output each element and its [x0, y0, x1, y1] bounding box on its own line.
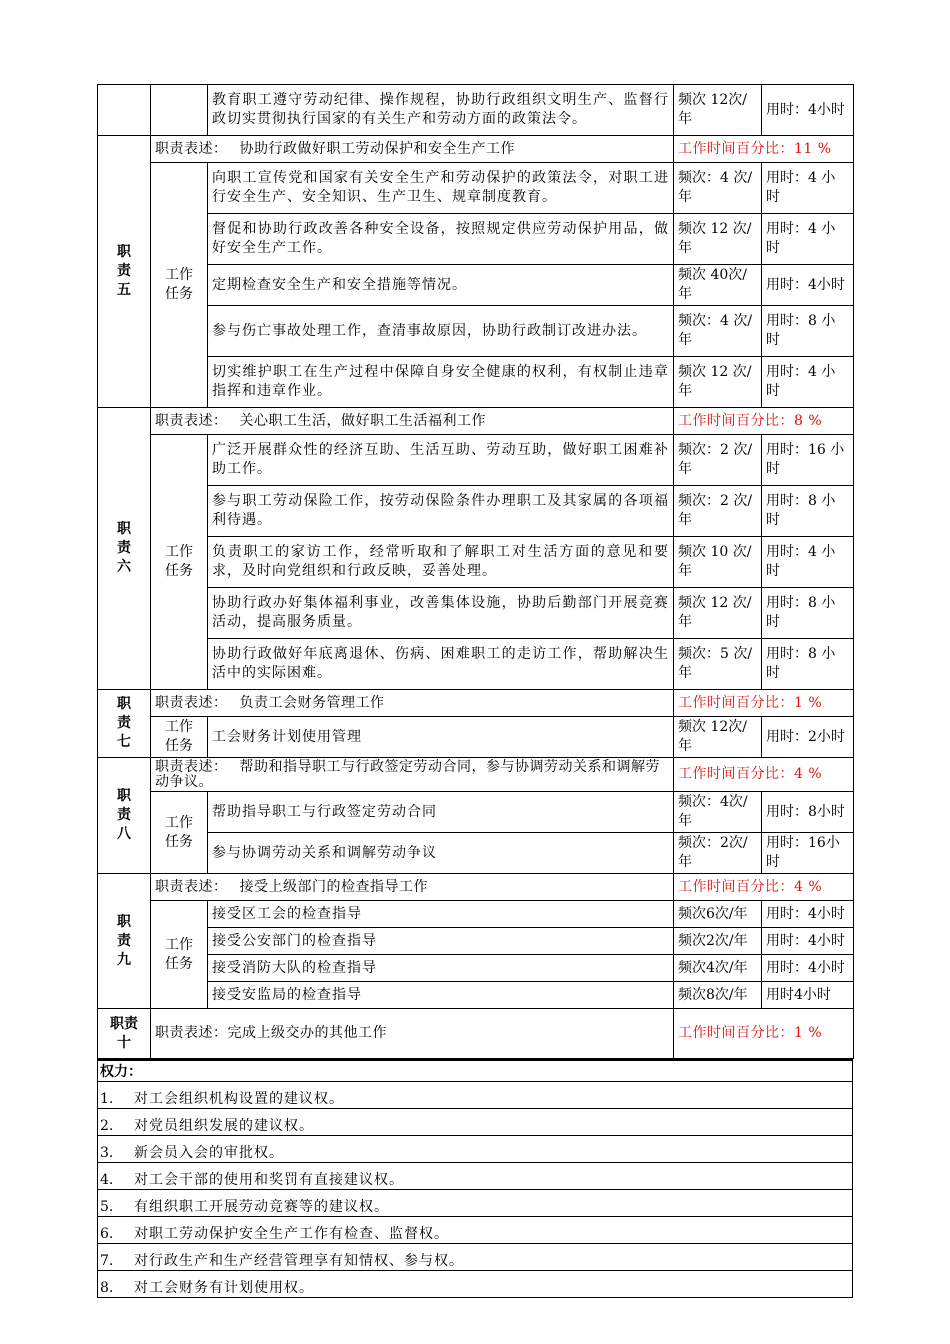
time-percentage: 工作时间百分比：4 %	[674, 758, 854, 792]
duty-description-text: 关心职工生活，做好职工生活福利工作	[239, 412, 486, 429]
duty-name-char: 责	[117, 540, 131, 556]
task-frequency: 频次：5 次/年	[674, 639, 762, 690]
duty-name-char: 八	[117, 826, 131, 842]
duty-description-label: 职责表述：	[155, 140, 228, 157]
duty-name-char: 责	[117, 932, 131, 949]
time-percentage: 工作时间百分比：4 %	[674, 874, 854, 901]
task-label	[151, 435, 208, 690]
duty-name-char: 职	[117, 696, 131, 712]
task-time: 用时：16 小时	[762, 435, 854, 486]
task-text: 广泛开展群众性的经济互助、生活互助、劳动互助，做好职工困难补助工作。	[208, 435, 674, 486]
duty-description-label: 职责表述：	[155, 878, 228, 895]
power-item	[98, 1136, 853, 1163]
power-item	[98, 1190, 853, 1217]
duty-name-char: 七	[117, 734, 131, 750]
power-item	[98, 1109, 853, 1136]
power-header-row	[98, 1060, 853, 1082]
task-time: 用时：2小时	[762, 717, 854, 758]
task-frequency: 频次：2 次/年	[674, 435, 762, 486]
duty-description-text: 接受上级部门的检查指导工作	[239, 878, 428, 895]
task-time: 用时：4小时	[762, 901, 854, 928]
duty-description-text: 完成上级交办的其他工作	[227, 1025, 387, 1041]
duty-name-char: 五	[117, 282, 131, 298]
task-frequency: 频次2次/年	[674, 928, 762, 955]
duty-name-char: 职	[117, 788, 131, 804]
task-time: 用时：4 小时	[762, 537, 854, 588]
task-label-cell-empty	[151, 85, 208, 136]
task-frequency: 频次 12 次/年	[674, 214, 762, 265]
task-text: 教育职工遵守劳动纪律、操作规程，协助行政组织文明生产、监督行政切实贯彻执行国家的有关生产和劳动方面的政策法令。	[208, 85, 674, 136]
power-item-number: 2.	[100, 1118, 114, 1134]
time-percentage: 工作时间百分比：8 %	[674, 408, 854, 435]
power-item-number: 6.	[100, 1226, 114, 1242]
task-frequency: 频次4次/年	[674, 955, 762, 982]
table-row	[98, 265, 854, 306]
duty-table	[97, 84, 854, 1059]
duty-sheet	[97, 84, 853, 1298]
duty-desc-row	[98, 690, 854, 717]
table-row	[98, 901, 854, 928]
table-row	[98, 163, 854, 214]
duty-description-label: 职责表述：	[155, 758, 228, 775]
power-item-cell	[98, 1271, 853, 1298]
duty-description-text: 负责工会财务管理工作	[239, 694, 385, 711]
table-row	[98, 306, 854, 357]
task-time: 用时4小时	[762, 982, 854, 1009]
task-frequency: 频次 12次/年	[674, 717, 762, 758]
task-frequency: 频次：4次/年	[674, 792, 762, 833]
task-frequency: 频次：2次/年	[674, 833, 762, 874]
task-label-line: 任务	[165, 563, 193, 579]
task-text: 接受区工会的检查指导	[208, 901, 674, 928]
table-row	[98, 486, 854, 537]
task-label	[151, 901, 208, 1009]
duty-name	[98, 690, 151, 758]
table-row	[98, 85, 854, 136]
task-label-line: 工作	[165, 267, 193, 283]
power-item	[98, 1271, 853, 1298]
task-frequency: 频次 12 次/年	[674, 357, 762, 408]
power-item	[98, 1163, 853, 1190]
power-item-text: 新会员入会的审批权。	[134, 1145, 284, 1161]
power-item-number: 1.	[100, 1091, 114, 1107]
table-row	[98, 833, 854, 874]
duty-name-char: 责	[117, 715, 131, 731]
power-item-text: 对工会干部的使用和奖罚有直接建议权。	[134, 1172, 404, 1188]
duty-name-char: 职	[117, 244, 131, 260]
duty-description-label: 职责表述：	[155, 412, 228, 429]
task-time: 用时：8 小时	[762, 588, 854, 639]
task-text: 参与职工劳动保险工作，按劳动保险条件办理职工及其家属的各项福利待遇。	[208, 486, 674, 537]
duty-name-char: 职	[117, 521, 131, 537]
power-item-cell	[98, 1217, 853, 1244]
table-row	[98, 588, 854, 639]
duty-description	[151, 690, 674, 717]
duty-description-label: 职责表述：	[155, 694, 228, 711]
table-row	[98, 717, 854, 758]
power-item-number: 8.	[100, 1280, 114, 1296]
table-row	[98, 435, 854, 486]
task-frequency: 频次 40次/年	[674, 265, 762, 306]
task-time: 用时：4 小时	[762, 163, 854, 214]
duty-name	[98, 136, 151, 408]
table-row	[98, 928, 854, 955]
power-item-cell	[98, 1244, 853, 1271]
task-time: 用时：4小时	[762, 85, 854, 136]
duty-desc-row	[98, 408, 854, 435]
task-time: 用时：4小时	[762, 955, 854, 982]
power-item-cell	[98, 1136, 853, 1163]
task-time: 用时：8 小时	[762, 639, 854, 690]
task-frequency: 频次 10 次/年	[674, 537, 762, 588]
task-label-line: 工作	[165, 544, 193, 560]
duty-description	[151, 136, 674, 163]
task-time: 用时：16小时	[762, 833, 854, 874]
table-row	[98, 982, 854, 1009]
time-percentage: 工作时间百分比：1 %	[674, 690, 854, 717]
duty-description	[151, 758, 674, 792]
task-text: 协助行政办好集体福利事业，改善集体设施，协助后勤部门开展竞赛活动，提高服务质量。	[208, 588, 674, 639]
duty-description-label: 职责表述：	[155, 1025, 228, 1041]
table-row	[98, 955, 854, 982]
power-table	[97, 1059, 853, 1298]
duty-name	[98, 1009, 151, 1059]
task-frequency: 频次8次/年	[674, 982, 762, 1009]
task-text: 参与协调劳动关系和调解劳动争议	[208, 833, 674, 874]
power-item-cell	[98, 1163, 853, 1190]
power-item	[98, 1217, 853, 1244]
task-frequency: 频次 12 次/年	[674, 588, 762, 639]
duty-name	[98, 758, 151, 874]
task-time: 用时：8 小时	[762, 486, 854, 537]
duty-description-text: 帮助和指导职工与行政签定劳动合同，参与协调劳动关系和调解劳动争议。	[155, 758, 660, 790]
duty-description-text: 协助行政做好职工劳动保护和安全生产工作	[239, 140, 515, 157]
task-label	[151, 163, 208, 408]
task-time: 用时：4小时	[762, 265, 854, 306]
duty-cell-empty	[98, 85, 151, 136]
power-item-cell	[98, 1082, 853, 1109]
task-frequency: 频次6次/年	[674, 901, 762, 928]
task-frequency: 频次：4 次/年	[674, 306, 762, 357]
task-frequency: 频次 12次/年	[674, 85, 762, 136]
power-title: 权力：	[98, 1060, 853, 1082]
power-item-number: 4.	[100, 1172, 114, 1188]
task-label-line: 任务	[165, 286, 193, 302]
task-label	[151, 792, 208, 874]
task-label-line: 任务	[165, 833, 193, 850]
duty-name-char: 十	[117, 1034, 131, 1051]
task-text: 督促和协助行政改善各种安全设备，按照规定供应劳动保护用品，做好安全生产工作。	[208, 214, 674, 265]
table-row	[98, 639, 854, 690]
duty-description	[151, 408, 674, 435]
power-item-text: 有组织职工开展劳动竞赛等的建议权。	[134, 1199, 389, 1215]
power-item-number: 3.	[100, 1145, 114, 1161]
duty-desc-row	[98, 136, 854, 163]
task-text: 接受消防大队的检查指导	[208, 955, 674, 982]
task-text: 工会财务计划使用管理	[208, 717, 674, 758]
task-text: 切实维护职工在生产过程中保障自身安全健康的权利，有权制止违章指挥和违章作业。	[208, 357, 674, 408]
task-text: 协助行政做好年底离退休、伤病、困难职工的走访工作，帮助解决生活中的实际困难。	[208, 639, 674, 690]
task-label-line: 工作	[165, 814, 193, 831]
task-label-line: 任务	[165, 738, 193, 754]
power-item-number: 7.	[100, 1253, 114, 1269]
task-frequency: 频次：4 次/年	[674, 163, 762, 214]
table-row	[98, 357, 854, 408]
task-label	[151, 717, 208, 758]
duty-name	[98, 408, 151, 690]
task-time: 用时：8小时	[762, 792, 854, 833]
table-row	[98, 214, 854, 265]
task-text: 向职工宣传党和国家有关安全生产和劳动保护的政策法令，对职工进行安全生产、安全知识、生产卫生、规章制度教育。	[208, 163, 674, 214]
table-row	[98, 792, 854, 833]
power-item-number: 5.	[100, 1199, 114, 1215]
time-percentage: 工作时间百分比：11 %	[674, 136, 854, 163]
task-time: 用时：4 小时	[762, 357, 854, 408]
task-text: 负责职工的家访工作，经常听取和了解职工对生活方面的意见和要求，及时向党组织和行政反映，妥善处理。	[208, 537, 674, 588]
task-time: 用时：8 小时	[762, 306, 854, 357]
task-frequency: 频次：2 次/年	[674, 486, 762, 537]
task-text: 定期检查安全生产和安全措施等情况。	[208, 265, 674, 306]
time-percentage: 工作时间百分比：1 %	[674, 1009, 854, 1059]
duty-desc-row	[98, 1009, 854, 1059]
task-text: 参与伤亡事故处理工作，查清事故原因，协助行政制订改进办法。	[208, 306, 674, 357]
task-label-line: 工作	[165, 719, 193, 735]
power-item-cell	[98, 1190, 853, 1217]
power-item	[98, 1082, 853, 1109]
power-item-text: 对工会财务有计划使用权。	[134, 1280, 314, 1296]
task-label-line: 任务	[165, 955, 193, 972]
duty-description	[151, 1009, 674, 1059]
duty-name-char: 责	[117, 263, 131, 279]
power-item-text: 对党员组织发展的建议权。	[134, 1118, 314, 1134]
table-row	[98, 537, 854, 588]
task-label-line: 工作	[165, 936, 193, 953]
duty-desc-row	[98, 758, 854, 792]
duty-name-char: 六	[117, 559, 131, 575]
task-text: 帮助指导职工与行政签定劳动合同	[208, 792, 674, 833]
duty-name-char: 九	[117, 951, 131, 968]
duty-description	[151, 874, 674, 901]
power-item	[98, 1244, 853, 1271]
power-item-text: 对职工劳动保护安全生产工作有检查、监督权。	[134, 1226, 449, 1242]
duty-desc-row	[98, 874, 854, 901]
task-text: 接受公安部门的检查指导	[208, 928, 674, 955]
duty-name-char: 职责	[110, 1015, 138, 1032]
task-time: 用时：4小时	[762, 928, 854, 955]
power-item-text: 对行政生产和生产经营管理享有知情权、参与权。	[134, 1253, 464, 1269]
power-item-text: 对工会组织机构设置的建议权。	[134, 1091, 344, 1107]
power-item-cell	[98, 1109, 853, 1136]
duty-name	[98, 874, 151, 1009]
duty-name-char: 职	[117, 913, 131, 930]
task-time: 用时：4 小时	[762, 214, 854, 265]
duty-name-char: 责	[117, 807, 131, 823]
task-text: 接受安监局的检查指导	[208, 982, 674, 1009]
